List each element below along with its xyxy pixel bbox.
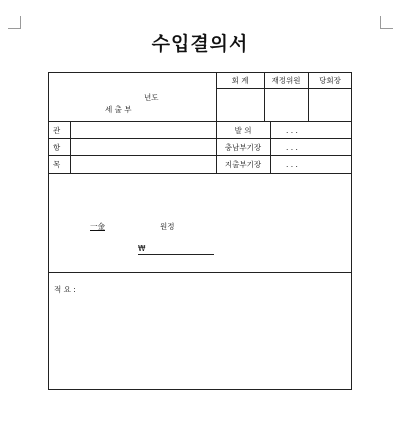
header-section-divider	[48, 121, 352, 122]
right-label-column-divider	[270, 121, 271, 173]
row-label-income-bookkeeper: 충남부기장	[224, 143, 262, 152]
amount-suffix: 원정	[160, 222, 175, 231]
expense-bookkeeper-date: . . .	[286, 160, 298, 169]
row-divider-2	[48, 155, 352, 156]
amount-prefix: 一金	[90, 222, 105, 231]
receipt-form	[48, 72, 352, 390]
amount-underline	[138, 254, 214, 255]
summary-label: 적 요 :	[54, 285, 76, 294]
year-label: 년도	[144, 93, 159, 102]
approval-left-border	[216, 72, 217, 173]
left-label-column-divider	[70, 121, 71, 173]
row-label-expense-bookkeeper: 지출부기장	[224, 160, 262, 169]
page-corner-mark-top-left	[8, 16, 21, 29]
approval-header-accounting: 회 계	[231, 76, 249, 85]
approval-header-divider	[216, 88, 352, 89]
expenditure-subtitle: 세 출 부	[105, 105, 132, 114]
proposal-date: . . .	[286, 126, 298, 135]
page-corner-mark-top-right	[380, 16, 393, 29]
income-bookkeeper-date: . . .	[286, 143, 298, 152]
approval-header-finance-committee: 재정위원	[271, 76, 301, 85]
row-divider-1	[48, 138, 352, 139]
row-label-gwan: 관	[53, 126, 61, 135]
approval-header-pastor: 당회장	[319, 76, 341, 85]
row-label-proposal: 발 의	[234, 126, 252, 135]
amount-section-divider	[48, 272, 352, 273]
document-title: 수입결의서	[151, 33, 249, 55]
row-divider-3	[48, 173, 352, 174]
row-label-mok: 목	[53, 160, 61, 169]
row-label-hang: 항	[53, 143, 61, 152]
won-symbol: ₩	[138, 244, 146, 253]
